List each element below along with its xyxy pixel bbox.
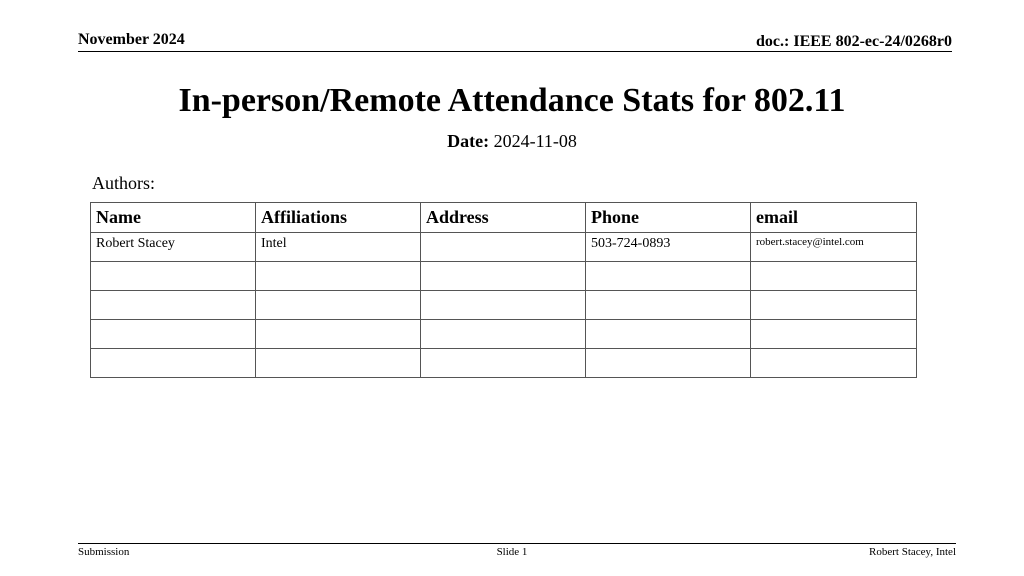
header-date: November 2024 xyxy=(78,31,185,48)
table-cell: robert.stacey@intel.com xyxy=(751,233,917,262)
table-cell xyxy=(91,349,256,378)
table-cell xyxy=(421,262,586,291)
table-row xyxy=(91,320,917,349)
footer-slide-number: Slide 1 xyxy=(496,546,528,558)
column-header: Name xyxy=(91,203,256,233)
table-cell xyxy=(751,291,917,320)
footer-author: Robert Stacey, Intel xyxy=(869,546,956,558)
header-divider xyxy=(78,51,952,52)
table-cell xyxy=(421,233,586,262)
table-cell: 503-724-0893 xyxy=(586,233,751,262)
slide-title: In-person/Remote Attendance Stats for 802.11 xyxy=(178,82,846,119)
column-header: email xyxy=(751,203,917,233)
table-cell xyxy=(751,320,917,349)
table-cell xyxy=(256,262,421,291)
table-cell xyxy=(586,349,751,378)
table-cell: Intel xyxy=(256,233,421,262)
table-cell xyxy=(586,262,751,291)
authors-table xyxy=(90,202,917,378)
table-header-row xyxy=(91,203,917,233)
table-cell xyxy=(751,349,917,378)
date-value: 2024-11-08 xyxy=(493,131,577,151)
table-cell xyxy=(751,262,917,291)
footer-submission: Submission xyxy=(78,546,130,558)
table-row xyxy=(91,349,917,378)
footer-divider xyxy=(78,543,956,544)
column-header: Phone xyxy=(586,203,751,233)
table-row xyxy=(91,233,917,262)
column-header: Address xyxy=(421,203,586,233)
date-label: Date: xyxy=(447,131,490,151)
table-cell xyxy=(586,320,751,349)
date-line xyxy=(0,131,1024,152)
table-cell xyxy=(586,291,751,320)
table-cell xyxy=(421,320,586,349)
table-cell: Robert Stacey xyxy=(91,233,256,262)
authors-label: Authors: xyxy=(92,173,155,193)
column-header: Affiliations xyxy=(256,203,421,233)
header-doc-id: doc.: IEEE 802-ec-24/0268r0 xyxy=(756,33,952,50)
table-cell xyxy=(421,291,586,320)
table-cell xyxy=(91,320,256,349)
table-row xyxy=(91,262,917,291)
table-cell xyxy=(91,262,256,291)
table-cell xyxy=(256,349,421,378)
table-cell xyxy=(256,291,421,320)
table-row xyxy=(91,291,917,320)
table-cell xyxy=(256,320,421,349)
table-cell xyxy=(421,349,586,378)
table-cell xyxy=(91,291,256,320)
